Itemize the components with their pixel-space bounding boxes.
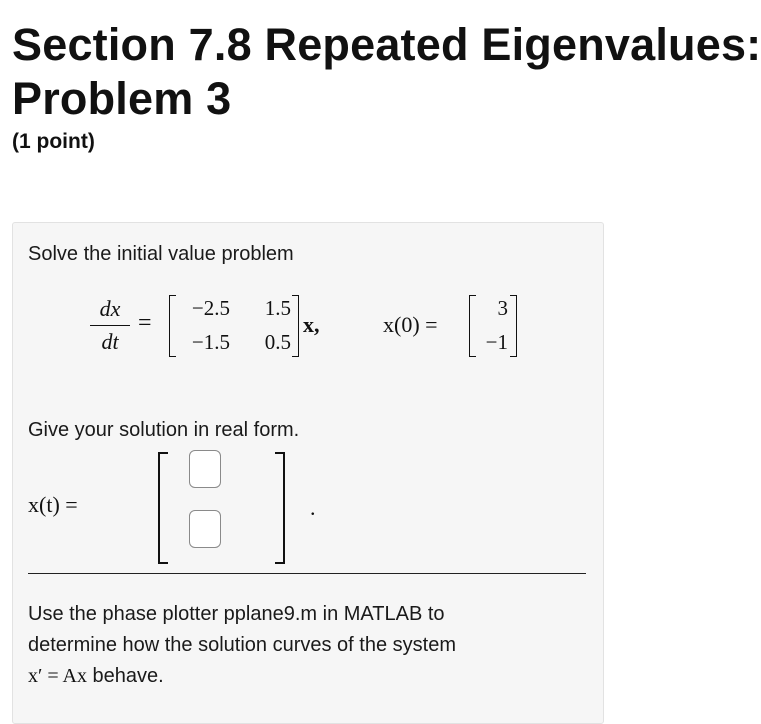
answer-period: .: [310, 495, 316, 520]
followup-line3: [28, 661, 164, 691]
solution-label-text: x(t) =: [28, 492, 78, 517]
state-vector: x,: [303, 312, 320, 337]
followup-line2: determine how the solution curves of the system: [28, 634, 456, 656]
divider: [28, 573, 586, 574]
page-title-line2: Problem 3: [12, 73, 232, 124]
equals-sign: =: [138, 310, 152, 336]
fraction-denominator: dt: [101, 329, 119, 354]
matrix-cell: 1.5: [264, 296, 291, 320]
system-equation: x′ = Ax: [28, 665, 87, 687]
problem-intro: Solve the initial value problem: [28, 243, 294, 265]
page-title: [12, 18, 761, 126]
answer-input-bottom[interactable]: [189, 510, 221, 548]
followup-suffix: behave.: [87, 665, 164, 687]
points-label: (1 point): [12, 130, 95, 153]
initial-condition-label: x(0) =: [383, 312, 438, 337]
x0-cell: −1: [485, 330, 508, 354]
answer-input-top[interactable]: [189, 450, 221, 488]
matrix-cell: 0.5: [264, 330, 291, 354]
matrix-right-bracket: [292, 295, 299, 357]
derivative-fraction: [90, 296, 130, 355]
numerator-text: dx: [99, 296, 121, 321]
matrix-cell: −2.5: [191, 296, 230, 320]
answer-left-bracket: [158, 452, 168, 564]
fraction-numerator: [90, 296, 130, 322]
fraction-bar: [90, 325, 130, 326]
x0-cell: 3: [497, 296, 508, 320]
answer-right-bracket: [275, 452, 285, 564]
page-title-line1: Section 7.8 Repeated Eigenvalues:: [12, 19, 761, 70]
followup-line1: Use the phase plotter pplane9.m in MATLAB to: [28, 603, 445, 625]
solution-label: [28, 492, 78, 518]
matrix-cell: −1.5: [191, 330, 230, 354]
instruction-text: Give your solution in real form.: [28, 419, 300, 441]
x0-right-bracket: [510, 295, 517, 357]
